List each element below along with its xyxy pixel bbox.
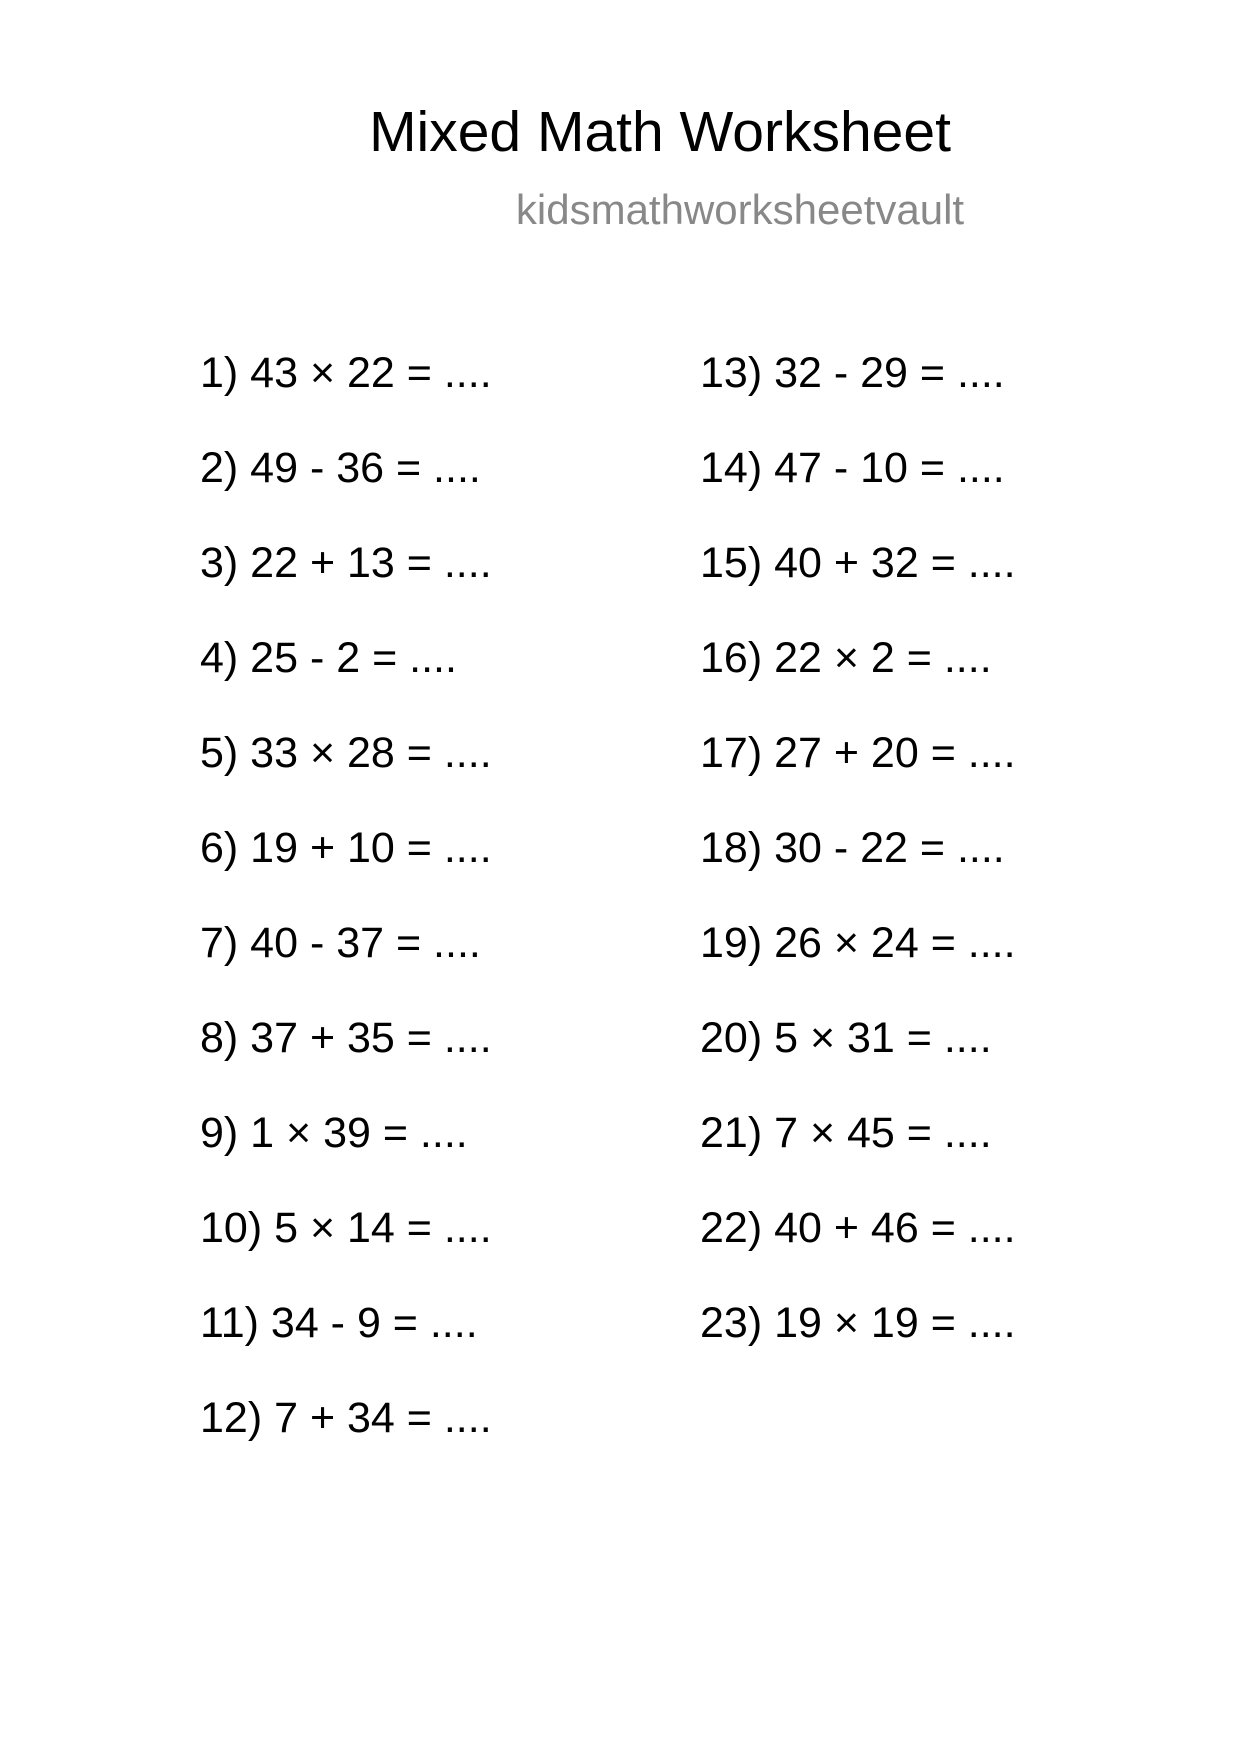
math-problem: 23) 19 × 19 = .... xyxy=(700,1299,1016,1347)
problem-list-right xyxy=(700,349,1016,1397)
math-problem: 16) 22 × 2 = .... xyxy=(700,634,992,682)
math-problem: 8) 37 + 35 = .... xyxy=(200,1014,492,1062)
math-problem: 18) 30 - 22 = .... xyxy=(700,824,1005,872)
problem-list-left xyxy=(200,349,492,1492)
math-problem: 15) 40 + 32 = .... xyxy=(700,539,1016,587)
math-problem: 11) 34 - 9 = .... xyxy=(200,1299,478,1347)
math-problem: 2) 49 - 36 = .... xyxy=(200,444,481,492)
math-problem: 4) 25 - 2 = .... xyxy=(200,634,457,682)
math-problem: 5) 33 × 28 = .... xyxy=(200,729,492,777)
site-watermark: kidsmathworksheetvault xyxy=(515,186,965,233)
math-problem: 13) 32 - 29 = .... xyxy=(700,349,1005,397)
math-problem: 17) 27 + 20 = .... xyxy=(700,729,1016,777)
math-problem: 12) 7 + 34 = .... xyxy=(200,1394,492,1442)
math-problem: 7) 40 - 37 = .... xyxy=(200,919,481,967)
math-problem: 6) 19 + 10 = .... xyxy=(200,824,492,872)
math-problem: 20) 5 × 31 = .... xyxy=(700,1014,992,1062)
page-title: Mixed Math Worksheet xyxy=(369,100,951,164)
math-problem: 3) 22 + 13 = .... xyxy=(200,539,492,587)
math-problem: 19) 26 × 24 = .... xyxy=(700,919,1016,967)
math-problem: 14) 47 - 10 = .... xyxy=(700,444,1005,492)
math-problem: 1) 43 × 22 = .... xyxy=(200,349,492,397)
math-problem: 9) 1 × 39 = .... xyxy=(200,1109,468,1157)
math-problem: 10) 5 × 14 = .... xyxy=(200,1204,492,1252)
math-problem: 22) 40 + 46 = .... xyxy=(700,1204,1016,1252)
math-problem: 21) 7 × 45 = .... xyxy=(700,1109,992,1157)
